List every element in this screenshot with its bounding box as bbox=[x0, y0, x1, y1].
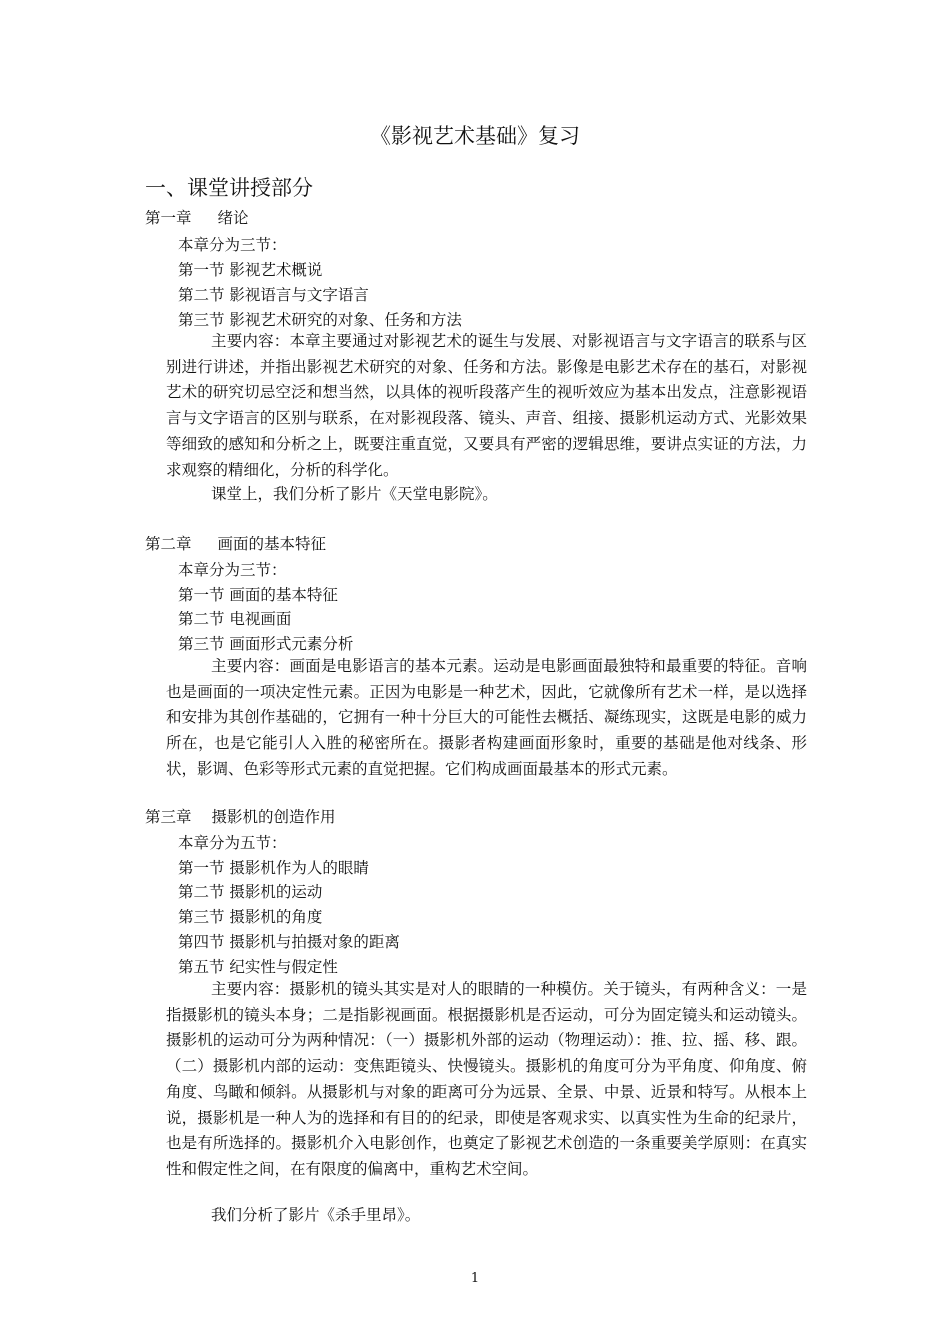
chapter-2-section-3: 第三节 画面形式元素分析 bbox=[178, 635, 354, 653]
chapter-1-section-3: 第三节 影视艺术研究的对象、任务和方法 bbox=[178, 311, 462, 329]
chapter-3-section-5: 第五节 纪实性与假定性 bbox=[178, 958, 338, 976]
chapter-1-section-1: 第一节 影视艺术概说 bbox=[178, 261, 323, 279]
chapter-1-heading bbox=[145, 206, 249, 228]
chapter-1-section-2: 第二节 影视语言与文字语言 bbox=[178, 286, 369, 304]
chapter-2-section-2: 第二节 电视画面 bbox=[178, 610, 292, 628]
chapter-3-section-2: 第二节 摄影机的运动 bbox=[178, 883, 323, 901]
chapter-2-heading bbox=[145, 532, 326, 554]
chapter-2-intro: 本章分为三节： bbox=[178, 561, 287, 579]
chapter-3-content: 主要内容：摄影机的镜头其实是对人的眼睛的一种模仿。关于镜头，有两种含义：一是指摄影机的镜头本身；二是指影视画面。根据摄影机是否运动，可分为固定镜头和运动镜头。摄影机的运动可分为两种情况：（一）摄影机外部的运动（物理运动）：推、拉、摇、移、跟。（二）摄影机内部的运动：变焦距镜头、快慢镜头。摄影机的角度可分为平角度、仰角度、俯角度、鸟瞰和倾斜。从摄影机与对象的距离可分为远景、全景、中景、近景和特写。从根本上说，摄影机是一种人为的选择和有目的的纪录，即使是客观求实、以真实性为生命的纪录片，也是有所选择的。摄影机介入电影创作，也奠定了影视艺术创造的一条重要美学原则：在真实性和假定性之间，在有限度的偏离中，重构艺术空间。 bbox=[166, 980, 807, 1178]
chapter-3-section-1: 第一节 摄影机作为人的眼睛 bbox=[178, 859, 369, 877]
document-title: 《影视艺术基础》复习 bbox=[370, 124, 580, 148]
chapter-3-label: 第三章 bbox=[145, 808, 192, 826]
chapter-1-name: 绪论 bbox=[217, 209, 249, 227]
chapter-1-label: 第一章 bbox=[145, 209, 192, 227]
chapter-2-label: 第二章 bbox=[145, 535, 192, 553]
chapter-1-content: 主要内容：本章主要通过对影视艺术的诞生与发展、对影视语言与文字语言的联系与区别进行讲述，并指出影视艺术研究的对象、任务和方法。影像是电影艺术存在的基石，对影视艺术的研究切忌空泛和想当然，以具体的视听段落产生的视听效应为基本出发点，注意影视语言与文字语言的区别与联系，在对影视段落、镜头、声音、组接、摄影机运动方式、光影效果等细致的感知和分析之上，既要注重直觉，又要具有严密的逻辑思维，要讲点实证的方法，力求观察的精细化，分析的科学化。 bbox=[166, 332, 807, 479]
chapter-3-intro: 本章分为五节： bbox=[178, 834, 287, 852]
chapter-3-section-4: 第四节 摄影机与拍摄对象的距离 bbox=[178, 933, 400, 951]
chapter-2-content: 主要内容：画面是电影语言的基本元素。运动是电影画面最独特和最重要的特征。音响也是画面的一项决定性元素。正因为电影是一种艺术，因此，它就像所有艺术一样，是以选择和安排为其创作基础的，它拥有一种十分巨大的可能性去概括、凝练现实，这既是电影的威力所在，也是它能引人入胜的秘密所在。摄影者构建画面形象时，重要的基础是他对线条、形状，影调、色彩等形式元素的直觉把握。它们构成画面最基本的形式元素。 bbox=[166, 657, 807, 778]
page-number: 1 bbox=[470, 1271, 480, 1286]
chapter-2-name: 画面的基本特征 bbox=[217, 535, 327, 553]
chapter-3-film: 我们分析了影片《杀手里昂》。 bbox=[211, 1206, 421, 1224]
chapter-3-section-3: 第三节 摄影机的角度 bbox=[178, 908, 323, 926]
section-heading: 一、课堂讲授部分 bbox=[145, 176, 313, 200]
chapter-1-intro: 本章分为三节： bbox=[178, 236, 287, 254]
chapter-3-heading bbox=[145, 805, 336, 827]
chapter-2-section-1: 第一节 画面的基本特征 bbox=[178, 586, 338, 604]
chapter-1-film: 课堂上，我们分析了影片《天堂电影院》。 bbox=[211, 485, 498, 503]
chapter-3-name: 摄影机的创造作用 bbox=[211, 808, 336, 826]
